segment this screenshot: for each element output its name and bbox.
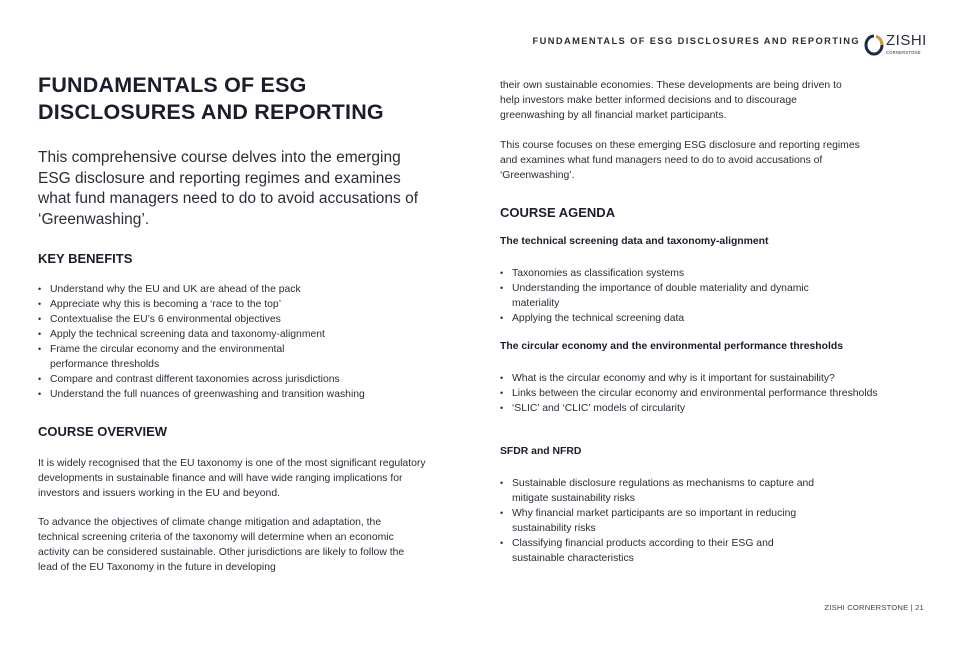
- agenda-section-list: [500, 476, 840, 566]
- overview-paragraph-2: To advance the objectives of climate change mitigation and adaptation, the technical screening criteria of the taxonomy will determine when an economic activity can be considered sustainable. Other jurisdictions are likely to follow the lead of the EU Taxonomy in the future in developing: [38, 517, 405, 573]
- list-item: • What is the circular economy and why is it important for sustainability?: [500, 371, 885, 386]
- list-item: • Understand why the EU and UK are ahead of the pack: [38, 282, 418, 297]
- agenda-section-list: [500, 266, 820, 326]
- key-benefits-heading: KEY BENEFITS: [38, 251, 133, 266]
- swirl-ring-icon: [864, 34, 884, 56]
- list-item: • Apply the technical screening data and taxonomy-alignment: [38, 327, 418, 342]
- overview-paragraph-continued: their own sustainable economies. These developments are being driven to help investors make better informed decisions and to discourage greenwashing by all financial market participants.: [500, 80, 842, 121]
- list-item: • Classifying financial products according to their ESG and sustainable characteristics: [500, 536, 822, 566]
- list-item: • Understand the full nuances of greenwashing and transition washing: [38, 387, 418, 402]
- list-item: • Why financial market participants are so important in reducing sustainability risks: [500, 506, 840, 536]
- key-benefits-list: [38, 282, 418, 402]
- running-header: FUNDAMENTALS OF ESG DISCLOSURES AND REPORTING: [532, 36, 860, 46]
- title-line-1: FUNDAMENTALS OF ESG: [38, 73, 307, 97]
- list-item: • Appreciate why this is becoming a ‘race to the top’: [38, 297, 418, 312]
- list-item: • Contextualise the EU’s 6 environmental objectives: [38, 312, 418, 327]
- agenda-section-title: The technical screening data and taxonomy-alignment: [500, 236, 769, 247]
- agenda-section-title: SFDR and NFRD: [500, 446, 582, 457]
- course-agenda-heading: COURSE AGENDA: [500, 205, 616, 220]
- course-focus-paragraph: This course focuses on these emerging ESG disclosure and reporting regimes and examines what fund managers need to do to avoid accusations of ‘Greenwashing’.: [500, 140, 860, 181]
- agenda-section-title: The circular economy and the environmental performance thresholds: [500, 341, 843, 352]
- list-item: • ‘SLIC’ and ‘CLIC’ models of circularity: [500, 401, 885, 416]
- page-footer: ZISHI CORNERSTONE | 21: [824, 603, 924, 612]
- intro-paragraph: This comprehensive course delves into the emerging ESG disclosure and reporting regimes and examines what fund managers need to do to avoid accusations of ‘Greenwashing’.: [38, 149, 418, 228]
- list-item: • Understanding the importance of double materiality and dynamic materiality: [500, 281, 820, 311]
- list-item: • Applying the technical screening data: [500, 311, 820, 326]
- zishi-logo: [864, 32, 934, 60]
- page-title: [38, 72, 438, 126]
- logo-wordmark: ZISHI: [886, 32, 927, 49]
- title-line-2: DISCLOSURES AND REPORTING: [38, 100, 384, 124]
- course-overview-heading: COURSE OVERVIEW: [38, 424, 168, 439]
- list-item: • Frame the circular economy and the environmental performance thresholds: [38, 342, 320, 372]
- list-item: • Taxonomies as classification systems: [500, 266, 820, 281]
- logo-subtitle: CORNERSTONE: [886, 50, 921, 55]
- list-item: • Sustainable disclosure regulations as mechanisms to capture and mitigate sustainability risks: [500, 476, 840, 506]
- overview-paragraph-1: It is widely recognised that the EU taxonomy is one of the most significant regulatory developments in sustainable finance and will have wide ranging implications for investors and issuers working in the EU and beyond.: [38, 458, 426, 499]
- agenda-section-list: [500, 371, 885, 416]
- list-item: • Links between the circular economy and environmental performance thresholds: [500, 386, 885, 401]
- list-item: • Compare and contrast different taxonomies across jurisdictions: [38, 372, 418, 387]
